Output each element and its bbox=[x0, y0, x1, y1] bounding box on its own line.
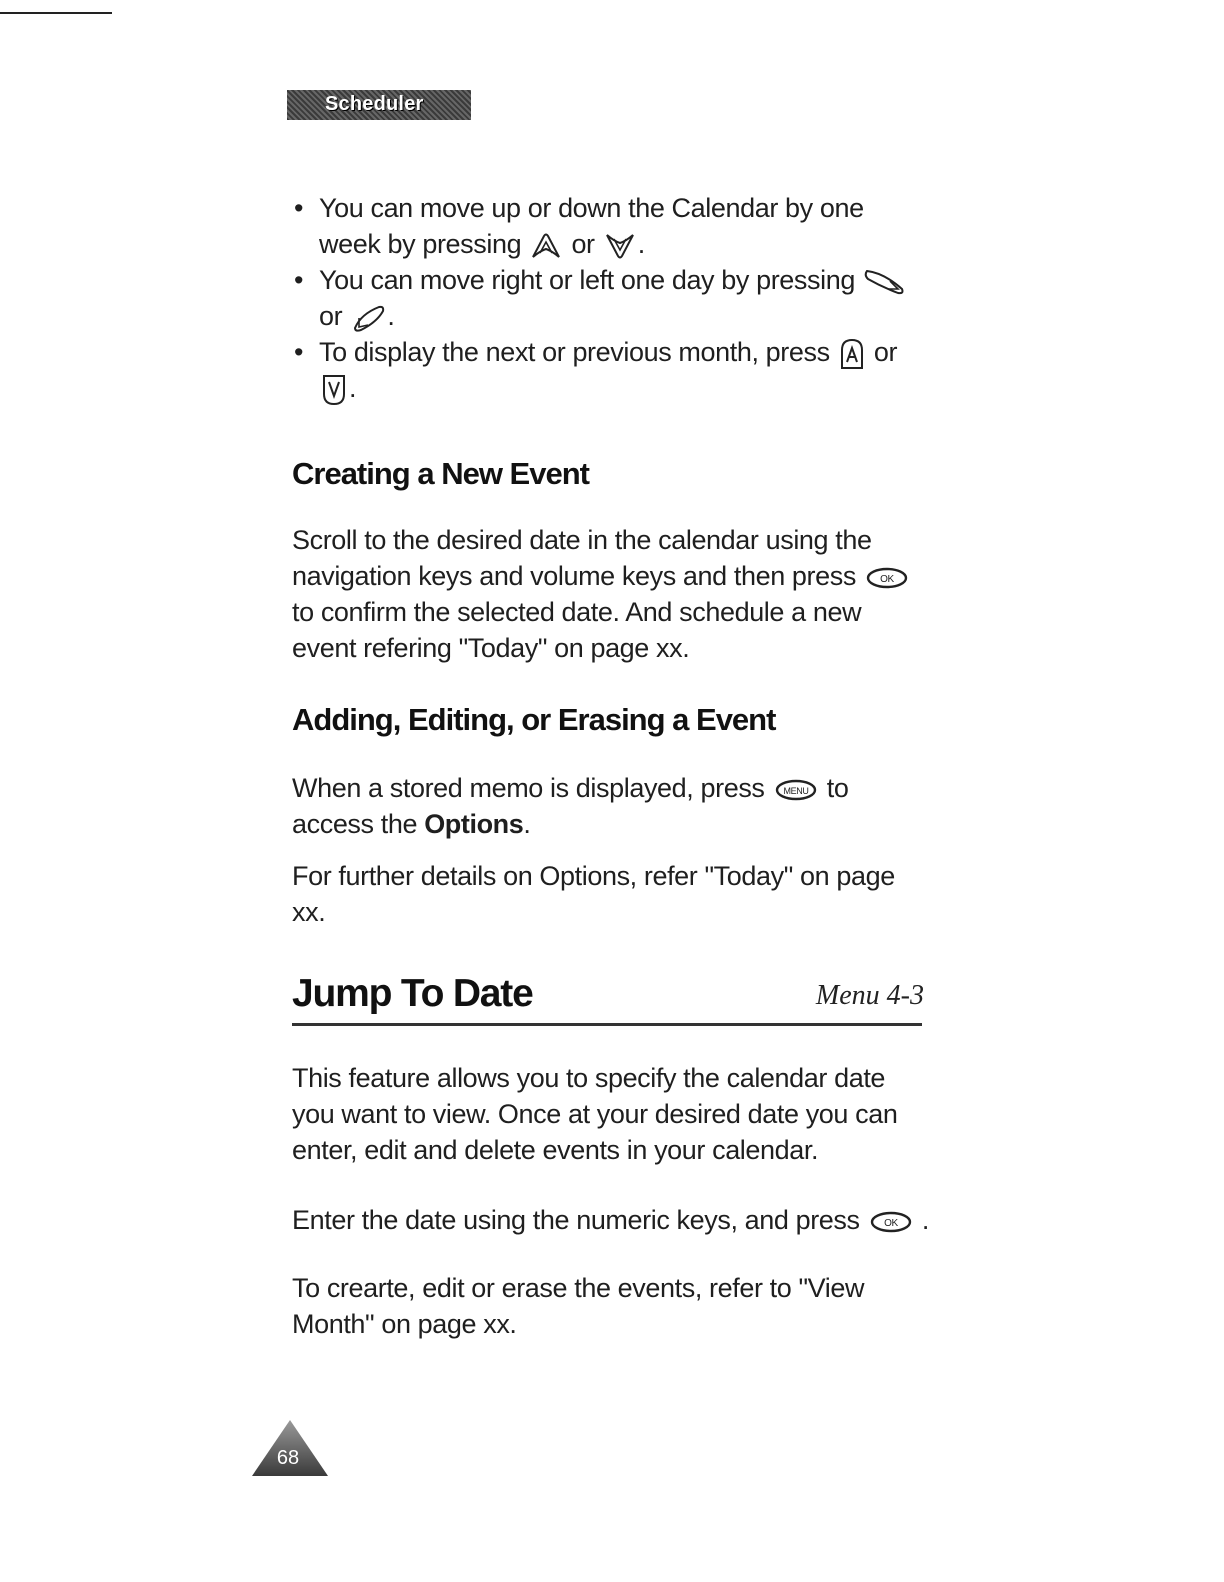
svg-text:MENU: MENU bbox=[783, 785, 809, 796]
jump-paragraph-2: Enter the date using the numeric keys, and press OK . bbox=[292, 1205, 929, 1235]
nav-left-key-icon bbox=[351, 304, 385, 332]
jump-paragraph-3: To crearte, edit or erase the events, refer to "View Month" on page xx. bbox=[292, 1273, 865, 1339]
volume-down-key-icon bbox=[321, 374, 347, 406]
nav-up-key-icon bbox=[530, 233, 562, 259]
top-rule bbox=[0, 12, 112, 14]
bullet-item: • You can move right or left one day by pressing or . bbox=[292, 262, 932, 334]
page-number: 68 bbox=[276, 1447, 300, 1469]
ok-key-icon bbox=[869, 1210, 913, 1234]
page-title: Jump To Date bbox=[292, 972, 533, 1015]
heading-creating-event: Creating a New Event bbox=[292, 456, 589, 491]
jump-paragraph-1: This feature allows you to specify the calendar date you want to view. Once at your desired date you can enter, edit and delete events in your calendar. bbox=[292, 1063, 898, 1165]
options-reference: For further details on Options, refer "Today" on page xx. bbox=[292, 861, 895, 927]
nav-down-key-icon bbox=[604, 233, 636, 259]
section-tab-label: Scheduler bbox=[325, 93, 424, 115]
menu-key-icon bbox=[774, 778, 818, 802]
ok-key-icon bbox=[865, 566, 909, 590]
bullet-list bbox=[292, 190, 932, 406]
section-tab bbox=[287, 90, 471, 120]
page-number-badge bbox=[252, 1420, 328, 1476]
volume-up-key-icon bbox=[839, 338, 865, 370]
bullet-item: • You can move up or down the Calendar by one week by pressing or . bbox=[292, 190, 932, 262]
svg-text:OK: OK bbox=[880, 573, 894, 585]
svg-text:OK: OK bbox=[883, 1217, 898, 1229]
bullet-item: • To display the next or previous month, press or . bbox=[292, 334, 932, 406]
title-rule bbox=[292, 1023, 922, 1026]
adding-paragraph: When a stored memo is displayed, press MENU to access the Options. For further details on Options, refer "Today" on page xx. bbox=[292, 770, 932, 930]
nav-right-key-icon bbox=[864, 267, 906, 297]
creating-event-paragraph: Scroll to the desired date in the calendar using the navigation keys and volume keys and then press OK to confirm the selected date. And schedule a new event refering "Today" on page xx. bbox=[292, 522, 932, 666]
menu-reference: Menu 4-3 bbox=[815, 980, 924, 1011]
heading-adding-editing: Adding, Editing, or Erasing a Event bbox=[292, 702, 776, 737]
